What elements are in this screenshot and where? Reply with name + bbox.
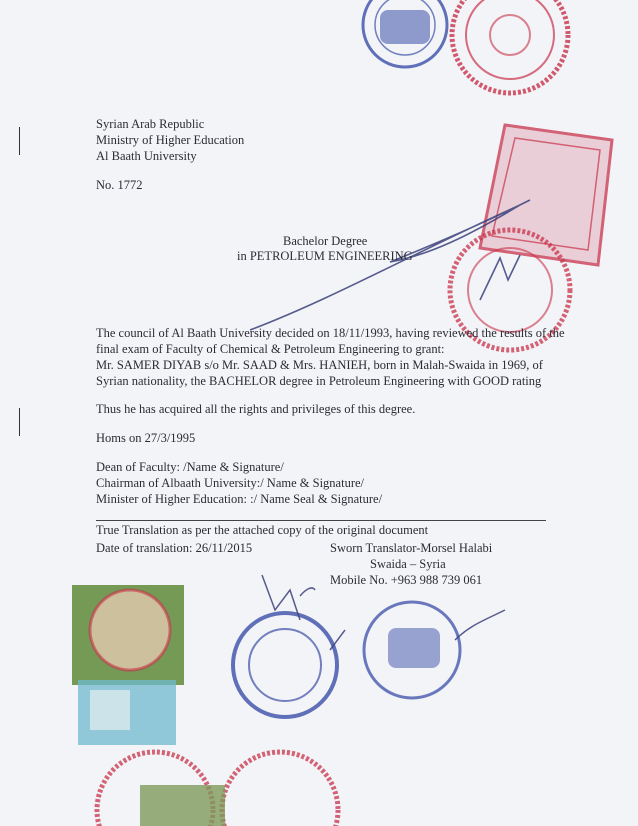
red-seal-top: [452, 0, 568, 93]
translation-divider: [96, 520, 546, 521]
body-line-2: final exam of Faculty of Chemical & Petroleum Engineering to grant:: [96, 342, 445, 356]
signature-large: [250, 200, 530, 330]
blue-revenue-stamp: [78, 680, 176, 745]
signatory-chairman: Chairman of Albaath University:/ Name & Signature/: [96, 476, 364, 490]
translator-mobile: Mobile No. +963 988 739 061: [330, 573, 483, 587]
signatory-minister: Minister of Higher Education: :/ Name Seal & Signature/: [96, 492, 383, 506]
header-ministry: Ministry of Higher Education: [96, 133, 245, 147]
header-country: Syrian Arab Republic: [96, 117, 205, 131]
body-line-3: Mr. SAMER DIYAB s/o Mr. SAAD & Mrs. HANIEH, born in Malah-Swaida in 1969, of: [96, 358, 543, 372]
body-rights: Thus he has acquired all the rights and privileges of this degree.: [96, 402, 416, 416]
translation-title: True Translation as per the attached copy of the original document: [96, 523, 429, 537]
blue-stamp-bottom-right: [364, 602, 460, 698]
translator-city: Swaida – Syria: [370, 557, 446, 571]
degree-title: Bachelor Degree: [283, 234, 368, 248]
translator-name: Sworn Translator-Morsel Halabi: [330, 541, 493, 555]
green-revenue-stamp: [72, 585, 184, 685]
body-line-4: Syrian nationality, the BACHELOR degree in Petroleum Engineering with GOOD rating: [96, 374, 542, 388]
document-number: No. 1772: [96, 178, 143, 192]
green-stamp-bottom: [140, 785, 225, 826]
signatory-dean: Dean of Faculty: /Name & Signature/: [96, 460, 284, 474]
blue-stamp-top: [363, 0, 447, 67]
translation-date: Date of translation: 26/11/2015: [96, 541, 253, 555]
header-university: Al Baath University: [96, 149, 197, 163]
place-date: Homs on 27/3/1995: [96, 431, 196, 445]
red-seal-bottom-right: [222, 752, 338, 826]
blue-seal-bottom: [233, 613, 337, 717]
body-line-1: The council of Al Baath University decided on 18/11/1993, having reviewed the results of the: [96, 326, 565, 340]
degree-field: in PETROLEUM ENGINEERING: [237, 249, 413, 263]
